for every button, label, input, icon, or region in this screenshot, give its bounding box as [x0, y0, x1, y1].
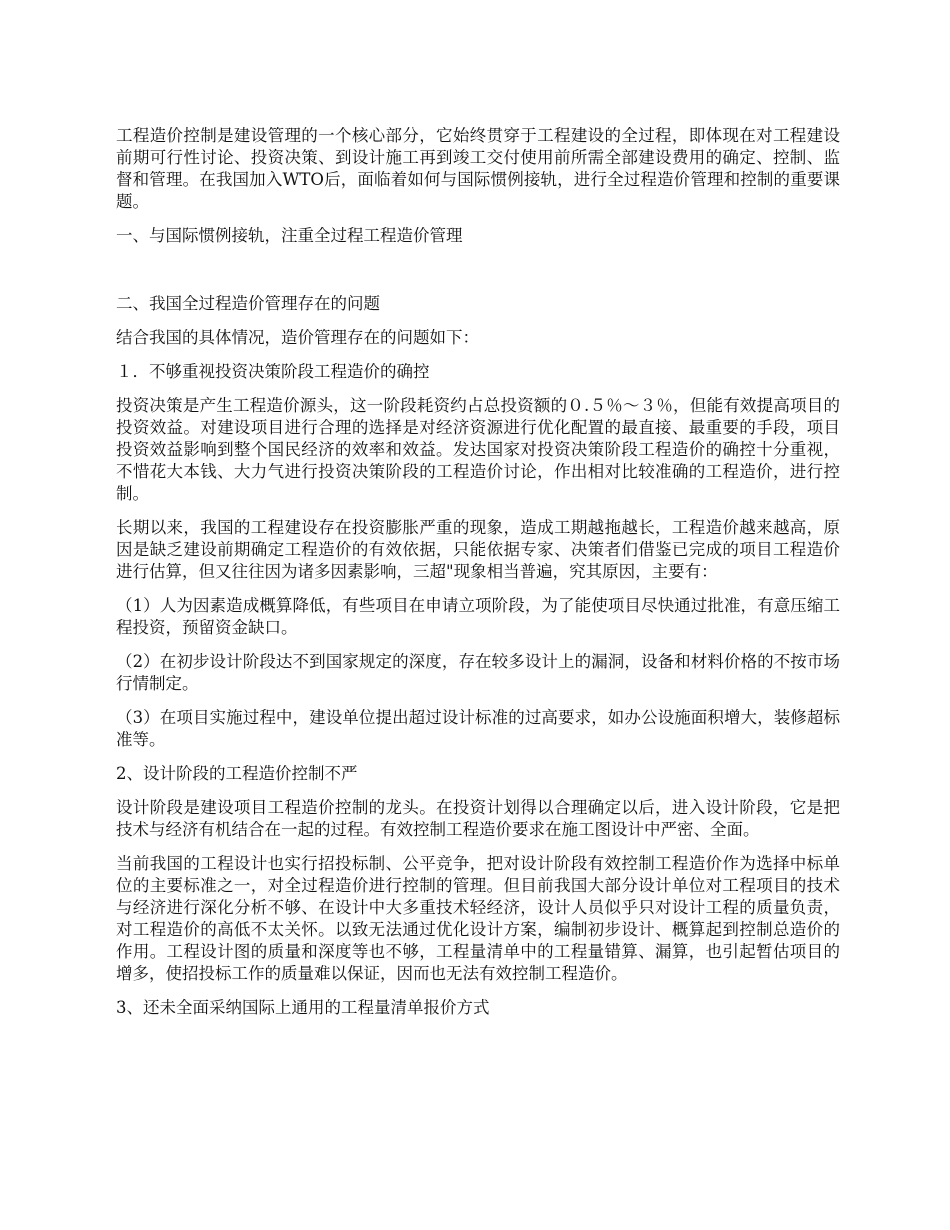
paragraph-design-stage: 设计阶段是建设项目工程造价控制的龙头。在投资计划得以合理确定以后，进入设计阶段，它是把技术与经济有机结合在一起的过程。有效控制工程造价要求在施工图设计中严密、全面。 [116, 798, 840, 839]
list-item-1: （1）人为因素造成概算降低，有些项目在申请立项阶段，为了能使项目尽快通过批准，有意压缩工程投资，预留资金缺口。 [116, 596, 840, 637]
list-item-2: （2）在初步设计阶段达不到国家规定的深度，存在较多设计上的漏洞，设备和材料价格的不按市场行情制定。 [116, 652, 840, 693]
section-heading-2: 二、我国全过程造价管理存在的问题 [116, 294, 380, 313]
paragraph-context: 结合我国的具体情况，造价管理存在的问题如下： [116, 328, 479, 347]
subheading-3: 3、还未全面采纳国际上通用的工程量清单报价方式 [116, 998, 490, 1017]
document-page [116, 125, 840, 1031]
subheading-2: 2、设计阶段的工程造价控制不严 [116, 764, 358, 783]
paragraph-long-term: 长期以来，我国的工程建设存在投资膨胀严重的现象，造成工期越拖越长，工程造价越来越高，原因是缺乏建设前期确定工程造价的有效依据，只能依据专家、决策者们借鉴已完成的项目工程造价进行估算，但又往往因为诸多因素影响，三超"现象相当普遍，究其原因，主要有： [116, 518, 840, 581]
section-spacer [116, 259, 840, 293]
paragraph-design-bidding: 当前我国的工程设计也实行招投标制、公平竞争，把对设计阶段有效控制工程造价作为选择中标单位的主要标准之一，对全过程造价进行控制的管理。但目前我国大部分设计单位对工程项目的技术与经济进行深化分析不够、在设计中大多重技术轻经济，设计人员似乎只对设计工程的质量负责，对工程造价的高低不太关怀。以致无法通过优化设计方案，编制初步设计、概算起到控制总造价的作用。工程设计图的质量和深度等也不够，工程量清单中的工程量错算、漏算，也引起暂估项目的增多，使招投标工作的质量难以保证，因而也无法有效控制工程造价。 [116, 854, 840, 983]
subheading-1: １．不够重视投资决策阶段工程造价的确控 [116, 362, 430, 381]
paragraph-investment-decision: 投资决策是产生工程造价源头，这一阶段耗资约占总投资额的０.５％～３％，但能有效提高项目的投资效益。对建设项目进行合理的选择是对经济资源进行优化配置的最直接、最重要的手段，项目投资效益影响到整个国民经济的效率和效益。发达国家对投资决策阶段工程造价的确控十分重视，不惜花大本钱、大力气进行投资决策阶段的工程造价讨论，作出相对比较准确的工程造价，进行控制。 [116, 396, 840, 503]
list-item-3: （3）在项目实施过程中，建设单位提出超过设计标准的过高要求，如办公设施面积增大，装修超标准等。 [116, 708, 840, 749]
intro-paragraph: 工程造价控制是建设管理的一个核心部分，它始终贯穿于工程建设的全过程，即体现在对工程建设前期可行性讨论、投资决策、到设计施工再到竣工交付使用前所需全部建设费用的确定、控制、监督和管理。在我国加入WTO后，面临着如何与国际惯例接轨，进行全过程造价管理和控制的重要课题。 [116, 126, 840, 211]
section-heading-1: 一、与国际惯例接轨，注重全过程工程造价管理 [116, 226, 463, 245]
